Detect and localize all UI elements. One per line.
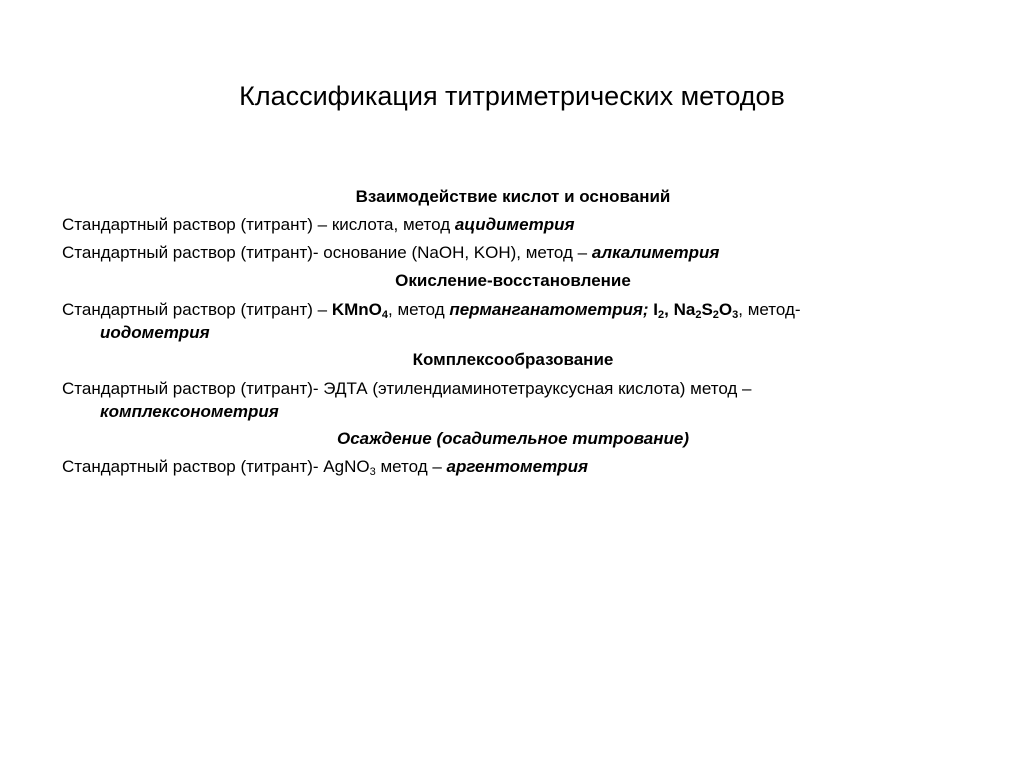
line-text: Стандартный раствор (титрант)- основание (NaOH, KOH), метод – bbox=[62, 243, 592, 262]
line-argentometry bbox=[62, 453, 964, 481]
section-heading-precipitation: Осаждение (осадительное титрование) bbox=[337, 429, 689, 448]
method-name: алкалиметрия bbox=[591, 243, 720, 262]
section-heading-complex: Комплексообразование bbox=[412, 350, 614, 369]
reagent-kmno4: KMnO$_4$ bbox=[331, 300, 388, 321]
reagent-iodine: $I_2$, bbox=[653, 300, 669, 321]
slide-content bbox=[62, 183, 964, 481]
method-name: комплексонометрия bbox=[100, 402, 279, 421]
section-heading-acid-base: Взаимодействие кислот и оснований bbox=[355, 187, 671, 206]
line-text: метод – bbox=[375, 457, 447, 476]
reagent-thiosulfate: $Na_2S_2O_3$ bbox=[673, 300, 739, 321]
subscript: 3 bbox=[369, 466, 376, 478]
line-text: , метод bbox=[388, 300, 450, 319]
method-name: иодометрия bbox=[100, 323, 210, 342]
line-text: Стандартный раствор (титрант) – bbox=[62, 300, 332, 319]
method-name: ацидиметрия bbox=[454, 215, 575, 234]
line-text: , метод- bbox=[738, 300, 801, 319]
line-acidimetry bbox=[62, 211, 964, 239]
section-heading-redox: Окисление-восстановление bbox=[395, 271, 631, 290]
line-alkalimetry bbox=[62, 239, 964, 267]
line-text: Стандартный раствор (титрант) – кислота, метод bbox=[62, 215, 455, 234]
method-name: аргентометрия bbox=[446, 457, 588, 476]
line-redox bbox=[62, 298, 964, 344]
method-name: перманганатометрия; bbox=[449, 300, 649, 319]
line-text: Стандартный раствор (титрант)- ЭДТА (этилендиаминотетрауксусная кислота) метод – bbox=[62, 379, 752, 398]
line-complexometry bbox=[62, 377, 964, 423]
line-text: Стандартный раствор (титрант)- AgNO bbox=[62, 457, 370, 476]
slide-title: Классификация титриметрических методов bbox=[239, 81, 785, 111]
